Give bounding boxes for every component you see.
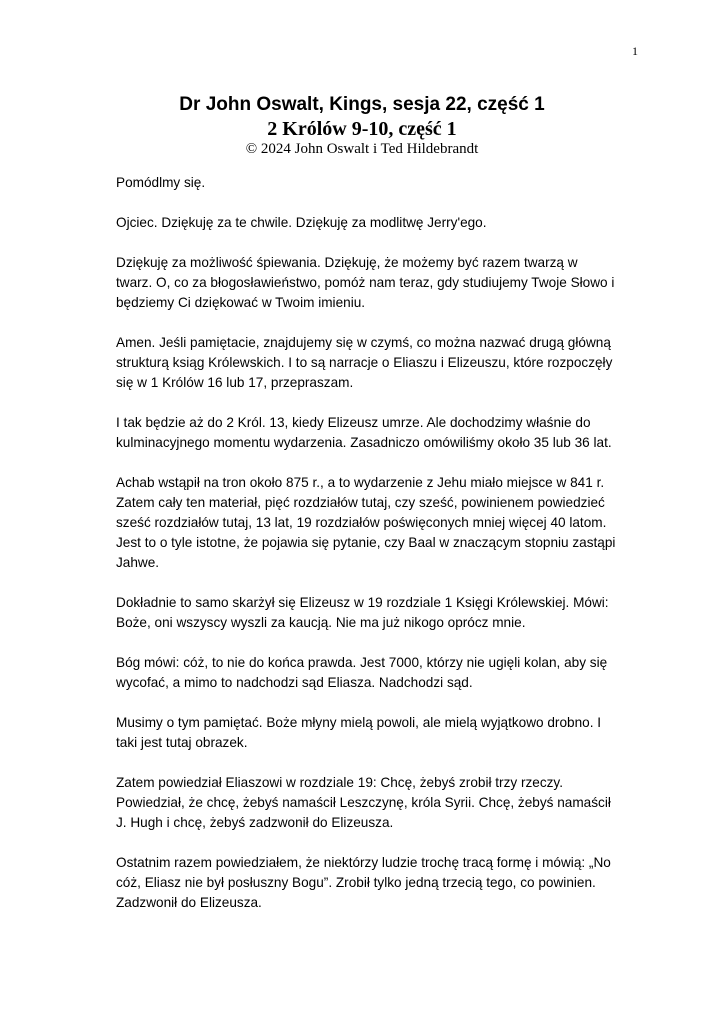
paragraph: Dziękuję za możliwość śpiewania. Dziękuję, że możemy być razem twarzą w twarz. O, co za błogosławieństwo, pomóż nam teraz, gdy studiujemy Twoje Słowo i będziemy Ci dziękować w Twoim imieniu. bbox=[116, 255, 615, 310]
paragraph: Zatem powiedział Eliaszowi w rozdziale 19: Chcę, żebyś zrobił trzy rzeczy. Powiedział, że chcę, żebyś namaścił Leszczynę, króla Syrii. Chcę, żebyś namaścił J. Hugh i chcę, żebyś zadzwonił do Elizeusza. bbox=[116, 775, 611, 830]
page-number: 1 bbox=[632, 44, 638, 58]
paragraph: Ojciec. Dziękuję za te chwile. Dziękuję za modlitwę Jerry'ego. bbox=[116, 215, 487, 230]
document-title: Dr John Oswalt, Kings, sesja 22, część 1 bbox=[179, 94, 545, 115]
document-header bbox=[0, 93, 724, 158]
paragraph: Ostatnim razem powiedziałem, że niektórzy ludzie trochę tracą formę i mówią: „No cóż, Eliasz nie był posłuszny Bogu”. Zrobił tylko jedną trzecią tego, co powinien. Zadzwonił do Elizeusza. bbox=[116, 855, 611, 910]
paragraph: Amen. Jeśli pamiętacie, znajdujemy się w czymś, co można nazwać drugą główną strukturą ksiąg Królewskich. I to są narracje o Eliaszu i Elizeuszu, które rozpoczęły się w 1 Królów 16 lub 17, przepraszam. bbox=[116, 335, 613, 390]
paragraph: Musimy o tym pamiętać. Boże młyny mielą powoli, ale mielą wyjątkowo drobno. I taki jest tutaj obrazek. bbox=[116, 715, 602, 750]
document-subtitle: 2 Królów 9-10, część 1 bbox=[267, 118, 457, 140]
paragraph: Achab wstąpił na tron około 875 r., a to wydarzenie z Jehu miało miejsce w 841 r. Zatem cały ten materiał, pięć rozdziałów tutaj, czy sześć, powinienem powiedzieć sześć rozdziałów tutaj, 13 lat, 19 rozdziałów poświęconych mniej więcej 40 latom. Jest to o tyle istotne, że pojawia się pytanie, czy Baal w znaczącym stopniu zastąpi Jahwe. bbox=[116, 475, 616, 570]
document-body bbox=[116, 173, 616, 933]
paragraph: Bóg mówi: cóż, to nie do końca prawda. Jest 7000, którzy nie ugięli kolan, aby się wycofać, a mimo to nadchodzi sąd Eliasza. Nadchodzi sąd. bbox=[116, 655, 608, 690]
paragraph: Pomódlmy się. bbox=[116, 175, 206, 190]
copyright-notice: © 2024 John Oswalt i Ted Hildebrandt bbox=[245, 141, 479, 157]
paragraph: I tak będzie aż do 2 Król. 13, kiedy Elizeusz umrze. Ale dochodzimy właśnie do kulminacyjnego momentu wydarzenia. Zasadniczo omówiliśmy około 35 lub 36 lat. bbox=[116, 415, 612, 450]
paragraph: Dokładnie to samo skarżył się Elizeusz w 19 rozdziale 1 Księgi Królewskiej. Mówi: Boże, oni wszyscy wyszli za kaucją. Nie ma już nikogo oprócz mnie. bbox=[116, 595, 609, 630]
